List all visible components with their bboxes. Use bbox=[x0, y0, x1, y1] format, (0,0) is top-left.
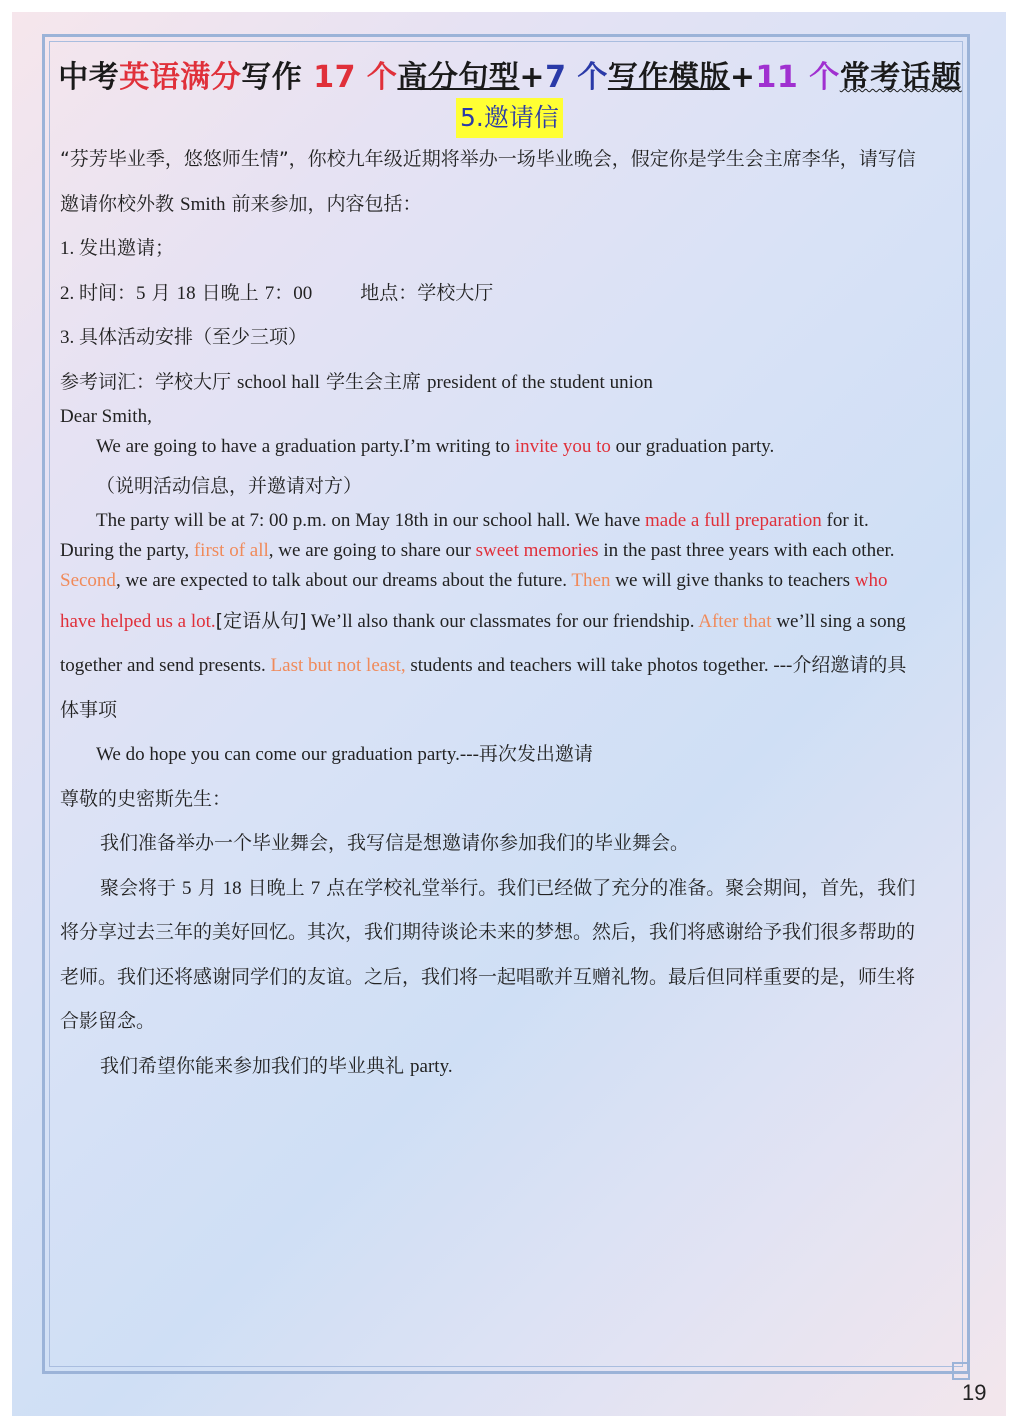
translation-para-3 bbox=[100, 1051, 453, 1078]
title-part: 17 个 bbox=[313, 60, 398, 95]
item-number: 1. bbox=[60, 238, 79, 259]
translation-text: 7 bbox=[310, 878, 321, 899]
prompt-text: 邀请你校外教 bbox=[60, 193, 181, 215]
section-title: 5.邀请信 bbox=[456, 98, 563, 138]
item-text: 时间： bbox=[79, 282, 137, 304]
prompt-text: Smith bbox=[180, 194, 226, 215]
translation-line: 将分享过去三年的美好回忆。其次，我们期待谈论未来的梦想。然后，我们将感谢给予我们很多帮助的 bbox=[60, 921, 916, 943]
letter-line bbox=[60, 650, 906, 677]
letter-salutation: Dear Smith, bbox=[60, 406, 152, 427]
item-text: 日晚上 bbox=[195, 282, 265, 304]
corner-mark bbox=[952, 1362, 970, 1380]
letter-transition: Then bbox=[571, 570, 611, 591]
title-part: + bbox=[729, 60, 756, 95]
letter-text: we will give thanks to teachers bbox=[610, 570, 855, 591]
vocab-text: president of the student union bbox=[427, 372, 653, 393]
letter-text: together and send presents. bbox=[60, 655, 271, 676]
prompt-item-2 bbox=[60, 278, 493, 305]
prompt-item-1 bbox=[60, 233, 174, 260]
letter-annotation: 体事项 bbox=[60, 699, 118, 721]
item-text: 具体活动安排（至少三项） bbox=[79, 326, 308, 348]
letter-highlight: who bbox=[854, 570, 888, 591]
letter-text: The party will be at 7: 00 p.m. on May 18th in our school hall. We have bbox=[96, 510, 646, 531]
letter-highlight: sweet memories bbox=[475, 540, 599, 561]
item-text: 月 bbox=[145, 282, 177, 304]
item-number: 2. bbox=[60, 283, 79, 304]
letter-note-1: （说明活动信息，并邀请对方） bbox=[96, 475, 363, 497]
title-part: 写作 bbox=[241, 60, 314, 95]
page-title bbox=[40, 52, 980, 96]
letter-text: During the party, bbox=[60, 540, 194, 561]
translation-line bbox=[100, 873, 915, 900]
prompt-line-1: “芬芳毕业季，悠悠师生情”，你校九年级近期将举办一场毕业晚会，假定你是学生会主席李华，请写信 bbox=[60, 148, 916, 170]
item-number: 3. bbox=[60, 327, 79, 348]
letter-closing bbox=[96, 739, 593, 766]
title-part: 中考 bbox=[58, 60, 120, 95]
letter-transition: first of all bbox=[193, 540, 269, 561]
translation-line: 合影留念。 bbox=[60, 1010, 156, 1032]
letter-highlight: have helped us a lot. bbox=[60, 611, 216, 632]
letter-transition: After that bbox=[698, 611, 772, 632]
title-part: 高分句型 bbox=[397, 60, 520, 95]
vocab-text: school hall bbox=[237, 372, 320, 393]
vocab-text: 学生会主席 bbox=[319, 371, 427, 393]
translation-text: 日晚上 bbox=[241, 877, 311, 899]
letter-highlight: made a full preparation bbox=[645, 510, 822, 531]
letter-annotation: [定语从句] bbox=[215, 610, 307, 632]
vocab-line bbox=[60, 367, 653, 394]
letter-text: we’ll sing a song bbox=[771, 611, 906, 632]
letter-text: our graduation party. bbox=[610, 436, 775, 457]
title-part: 写作模版 bbox=[607, 60, 730, 95]
letter-highlight: invite you to bbox=[514, 436, 611, 457]
letter-text: , we are going to share our bbox=[268, 540, 476, 561]
translation-text: 月 bbox=[191, 877, 223, 899]
translation-text: 聚会将于 bbox=[100, 877, 183, 899]
title-part: 7 个 bbox=[545, 60, 608, 95]
prompt-item-3 bbox=[60, 322, 307, 349]
item-text: 发出邀请； bbox=[79, 237, 175, 259]
title-part: 常考话题 bbox=[839, 60, 962, 95]
translation-text: 18 bbox=[222, 878, 242, 899]
translation-text: party. bbox=[410, 1056, 453, 1077]
translation-para-1: 我们准备举办一个毕业舞会，我写信是想邀请你参加我们的毕业舞会。 bbox=[100, 832, 690, 854]
translation-text: 点在学校礼堂举行。我们已经做了充分的准备。聚会期间，首先，我们 bbox=[320, 877, 916, 899]
item-text: 18 bbox=[176, 283, 196, 304]
letter-transition: Second bbox=[60, 570, 116, 591]
translation-line: 老师。我们还将感谢同学们的友谊。之后，我们将一起唱歌并互赠礼物。最后但同样重要的是，师生将 bbox=[60, 966, 916, 988]
letter-text: We’ll also thank our classmates for our friendship. bbox=[306, 611, 699, 632]
letter-line bbox=[60, 570, 888, 592]
letter-text: , we are expected to talk about our dreams about the future. bbox=[115, 570, 572, 591]
item-text: 5 bbox=[136, 283, 146, 304]
letter-text: students and teachers will take photos together. --- bbox=[405, 655, 793, 676]
letter-line bbox=[60, 540, 895, 562]
prompt-text: 前来参加，内容包括： bbox=[225, 193, 422, 215]
letter-text: We do hope you can come our graduation party.--- bbox=[96, 744, 479, 765]
page-frame-inner bbox=[49, 41, 963, 1367]
translation-salutation: 尊敬的史密斯先生： bbox=[60, 788, 232, 810]
translation-text: 我们希望你能来参加我们的毕业典礼 bbox=[100, 1055, 411, 1077]
letter-para-1 bbox=[96, 436, 774, 458]
letter-text: We are going to have a graduation party.I’m writing to bbox=[96, 436, 515, 457]
title-part: 英语满分 bbox=[119, 60, 242, 95]
title-part: + bbox=[519, 60, 546, 95]
prompt-line-2 bbox=[60, 189, 422, 216]
letter-line bbox=[96, 510, 869, 532]
item-text: 7：00 bbox=[264, 283, 313, 304]
vocab-text: 参考词汇：学校大厅 bbox=[60, 371, 238, 393]
letter-annotation: 介绍邀请的具 bbox=[792, 654, 907, 676]
letter-line bbox=[60, 606, 906, 633]
page-number: 19 bbox=[962, 1380, 987, 1405]
letter-transition: Last but not least, bbox=[270, 655, 406, 676]
title-part: 11 个 bbox=[755, 60, 840, 95]
item-text: 地点：学校大厅 bbox=[360, 282, 494, 304]
letter-annotation: 再次发出邀请 bbox=[478, 743, 593, 765]
translation-text: 5 bbox=[182, 878, 192, 899]
letter-text: for it. bbox=[821, 510, 869, 531]
letter-text: in the past three years with each other. bbox=[598, 540, 895, 561]
